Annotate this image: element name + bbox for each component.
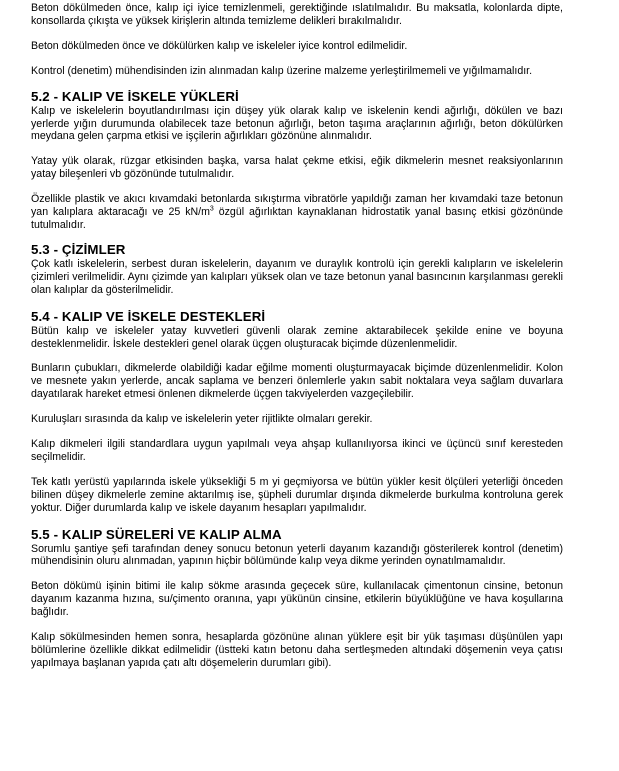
- paragraph-vertical-loads: Kalıp ve iskelelerin boyutlandırılması için düşey yük olarak kalıp ve iskelenin kendi ağırlığı, dökülen ve bazı yerlerde yığın durumunda olabilecek taze betonun ağırlığı, beton taşıma araçlarının ağırlığı, beton dökülürken meydana gelen çarpma etkisi ve işçilerin ağırlıkları gözönüne alınmalıdır.: [31, 104, 563, 143]
- unit-superscript: 3: [209, 205, 214, 213]
- section-heading-5-5: 5.5 - KALIP SÜRELERİ VE KALIP ALMA: [31, 526, 282, 542]
- paragraph-formwork-inspection: Beton dökülmeden önce ve dökülürken kalıp ve iskeleler iyice kontrol edilmelidir.: [31, 39, 408, 52]
- paragraph-formwork-cleaning: Beton dökülmeden önce, kalıp içi iyice temizlenmeli, gerektiğinde ıslatılmalıdır. Bu maksatla, kolonlarda dipte, konsollarda çıkışta ve yüksek kirişlerin altında temizleme delikleri bırakılmalıdır.: [31, 2, 563, 27]
- pressure-text-end: özgül ağırlıktan kaynaklanan hidrostatik yanal basınç etkisi gözönünde tutulmalıdır.: [31, 206, 563, 231]
- paragraph-hydrostatic-pressure: [31, 193, 563, 232]
- paragraph-removal-time: Beton dökümü işinin bitimi ile kalıp sökme arasında geçecek süre, kullanılacak çimentonun cinsine, betonun dayanım kazanma hızına, su/çimento oranına, yapı yükünün cinsine, etkilerin büyüklüğüne ve hava koşullarına bağlıdır.: [31, 580, 563, 619]
- section-heading-5-3: 5.3 - ÇİZİMLER: [31, 241, 126, 257]
- paragraph-drawings: Çok katlı iskelelerin, serbest duran iskelelerin, dayanım ve duraylık kontrolü için gerekli kalıpların ve iskelelerin çizimleri verilmelidir. Aynı çizimde yan kalıpları yüksek olan ve taze betonun yanal basıncının karşılanması gerekli olan kalıplar da gösterilmelidir.: [31, 257, 563, 296]
- paragraph-material-placement: Kontrol (denetim) mühendisinden izin alınmadan kalıp üzerine malzeme yerleştirilmemeli ve yığılmamalıdır.: [31, 64, 533, 77]
- section-heading-5-2: 5.2 - KALIP VE İSKELE YÜKLERİ: [31, 88, 239, 104]
- paragraph-horizontal-loads: Yatay yük olarak, rüzgar etkisinden başka, varsa halat çekme etkisi, eğik dikmelerin mesnet reaksiyonlarının yatay bileşenleri vb gözönünde tutulmalıdır.: [31, 155, 563, 181]
- document-page: [31, 2, 563, 670]
- paragraph-bracing-members: Bunların çubukları, dikmelerde olabildiği kadar eğilme momenti oluşturmayacak biçimde düzenlenmelidir. Kolon ve mesnete yakın yerlerde, ancak saplama ve benzeri önlemlerle yakın sabit noktalara veya sağlam duvarlara dayatılarak hareket etmesi önlenen dikmelerde üçgen takviyelerden vazgeçilebilir.: [31, 362, 563, 401]
- paragraph-removal-approval: Sorumlu şantiye şefi tarafından deney sonucu betonun yeterli dayanım kazandığı gösterilerek kontrol (denetim) mühendisinin oluru alınmadan, yapının hiçbir bölümünde kalıp veya dikme yerinden oynatılmamalıdır.: [31, 542, 563, 568]
- section-heading-5-4: 5.4 - KALIP VE İSKELE DESTEKLERİ: [31, 308, 266, 324]
- paragraph-bracing: Bütün kalıp ve iskeleler yatay kuvvetleri güvenli olarak zemine aktarabilecek şekilde enine ve boyuna desteklenmelidir. İskele destekleri genel olarak üçgen oluşturacak biçimde düzenlenmelidir.: [31, 324, 563, 350]
- paragraph-buckling-check: Tek katlı yerüstü yapılarında iskele yüksekliği 5 m yi geçmiyorsa ve bütün yükler kesit ölçüleri yeterliği önceden bilinen düşey dikmelerle zemine aktarılmış ise, şüpheli durumlar dışında dikmelerde burkulma kontroluna gerek yoktur. Diğer durumlarda kalıp ve iskele dayanım hesapları yapılmalıdır.: [31, 475, 563, 514]
- paragraph-shore-standards: Kalıp dikmeleri ilgili standardlara uygun yapılmalı veya ahşap kullanılıyorsa ikinci ve üçüncü sınıf keresteden seçilmelidir.: [31, 438, 563, 463]
- pressure-text-start: Özellikle plastik ve akıcı kıvamdaki betonlarda sıkıştırma vibratörle yapıldığı zaman her kıvamdaki taze betonun yan kalıplara aktaracağı ve 25 kN/m: [31, 193, 563, 219]
- paragraph-after-removal: Kalıp sökülmesinden hemen sonra, hesaplarda gözönüne alınan yüklere eşit bir yük taşıması düşünülen yapı bölümlerine özellikle dikkat edilmelidir (üstteki katın betonu daha sertleşmeden altındaki döşemenin veya çatısı yapılmaya başlanan yapıda çatı altı döşemelerin durumları gibi).: [31, 631, 563, 669]
- paragraph-rigidity: Kuruluşları sırasında da kalıp ve iskelelerin yeter rijitlikte olmaları gerekir.: [31, 413, 373, 426]
